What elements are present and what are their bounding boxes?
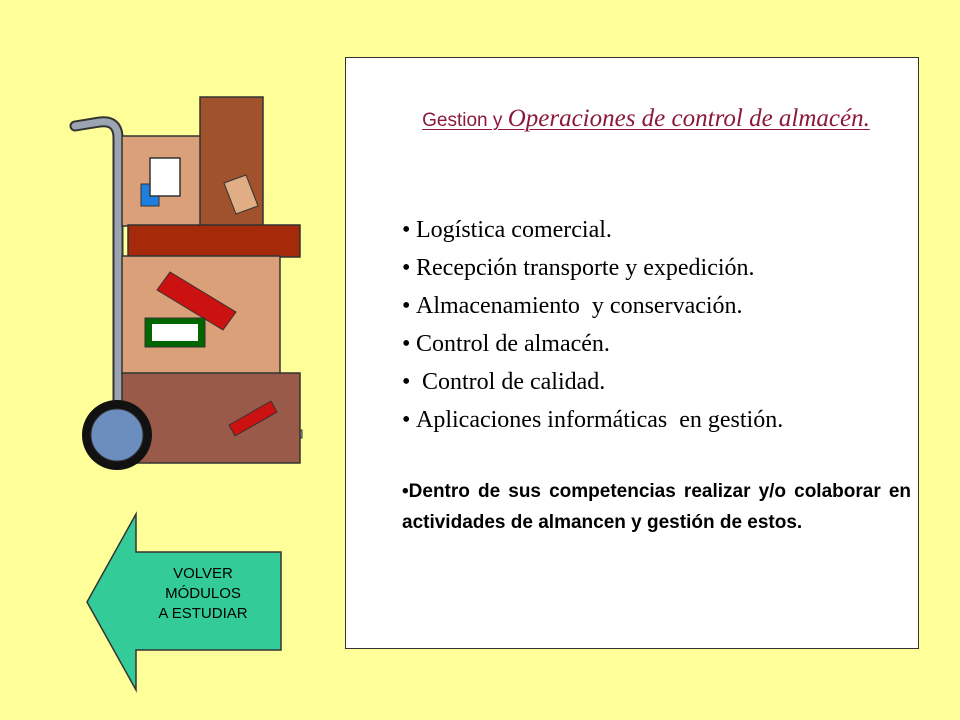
topics-list xyxy=(402,211,783,439)
bullet: • xyxy=(402,369,411,395)
list-item-text: Almacenamiento y conservación. xyxy=(416,293,743,319)
back-label-line-3: A ESTUDIAR xyxy=(158,605,248,622)
wheel-icon xyxy=(82,400,152,470)
list-item xyxy=(402,249,783,287)
box-plank xyxy=(128,225,300,257)
list-item xyxy=(402,363,783,401)
bullet: • xyxy=(402,217,411,243)
list-item xyxy=(402,211,783,249)
list-item xyxy=(402,325,783,363)
title-part-2: Operaciones de control de almacén. xyxy=(507,105,870,132)
list-item-text: Control de almacén. xyxy=(416,331,610,357)
bullet: • xyxy=(402,255,411,281)
back-label-line-1: VOLVER xyxy=(173,565,233,582)
bullet: • xyxy=(402,407,411,433)
box-top-left xyxy=(122,136,202,226)
list-item-text: Recepción transporte y expedición. xyxy=(416,255,755,281)
bullet: • xyxy=(402,293,411,319)
bullet: • xyxy=(402,331,411,357)
back-button-label[interactable] xyxy=(128,564,278,624)
list-item-text: Logística comercial. xyxy=(416,217,612,243)
list-item-text: Aplicaciones informáticas en gestión. xyxy=(416,407,784,433)
list-item xyxy=(402,401,783,439)
box-top-right xyxy=(200,97,263,227)
list-item-text: Control de calidad. xyxy=(416,369,606,395)
title-part-1: Gestion y xyxy=(422,110,508,131)
page-title xyxy=(386,100,906,141)
list-item xyxy=(402,287,783,325)
content-panel xyxy=(345,57,919,649)
competencies-note: •Dentro de sus competencias realizar y/o colaborar en actividades de almancen y gestión de estos. xyxy=(402,481,911,533)
back-label-line-2: MÓDULOS xyxy=(165,585,241,602)
box-middle xyxy=(122,256,280,374)
